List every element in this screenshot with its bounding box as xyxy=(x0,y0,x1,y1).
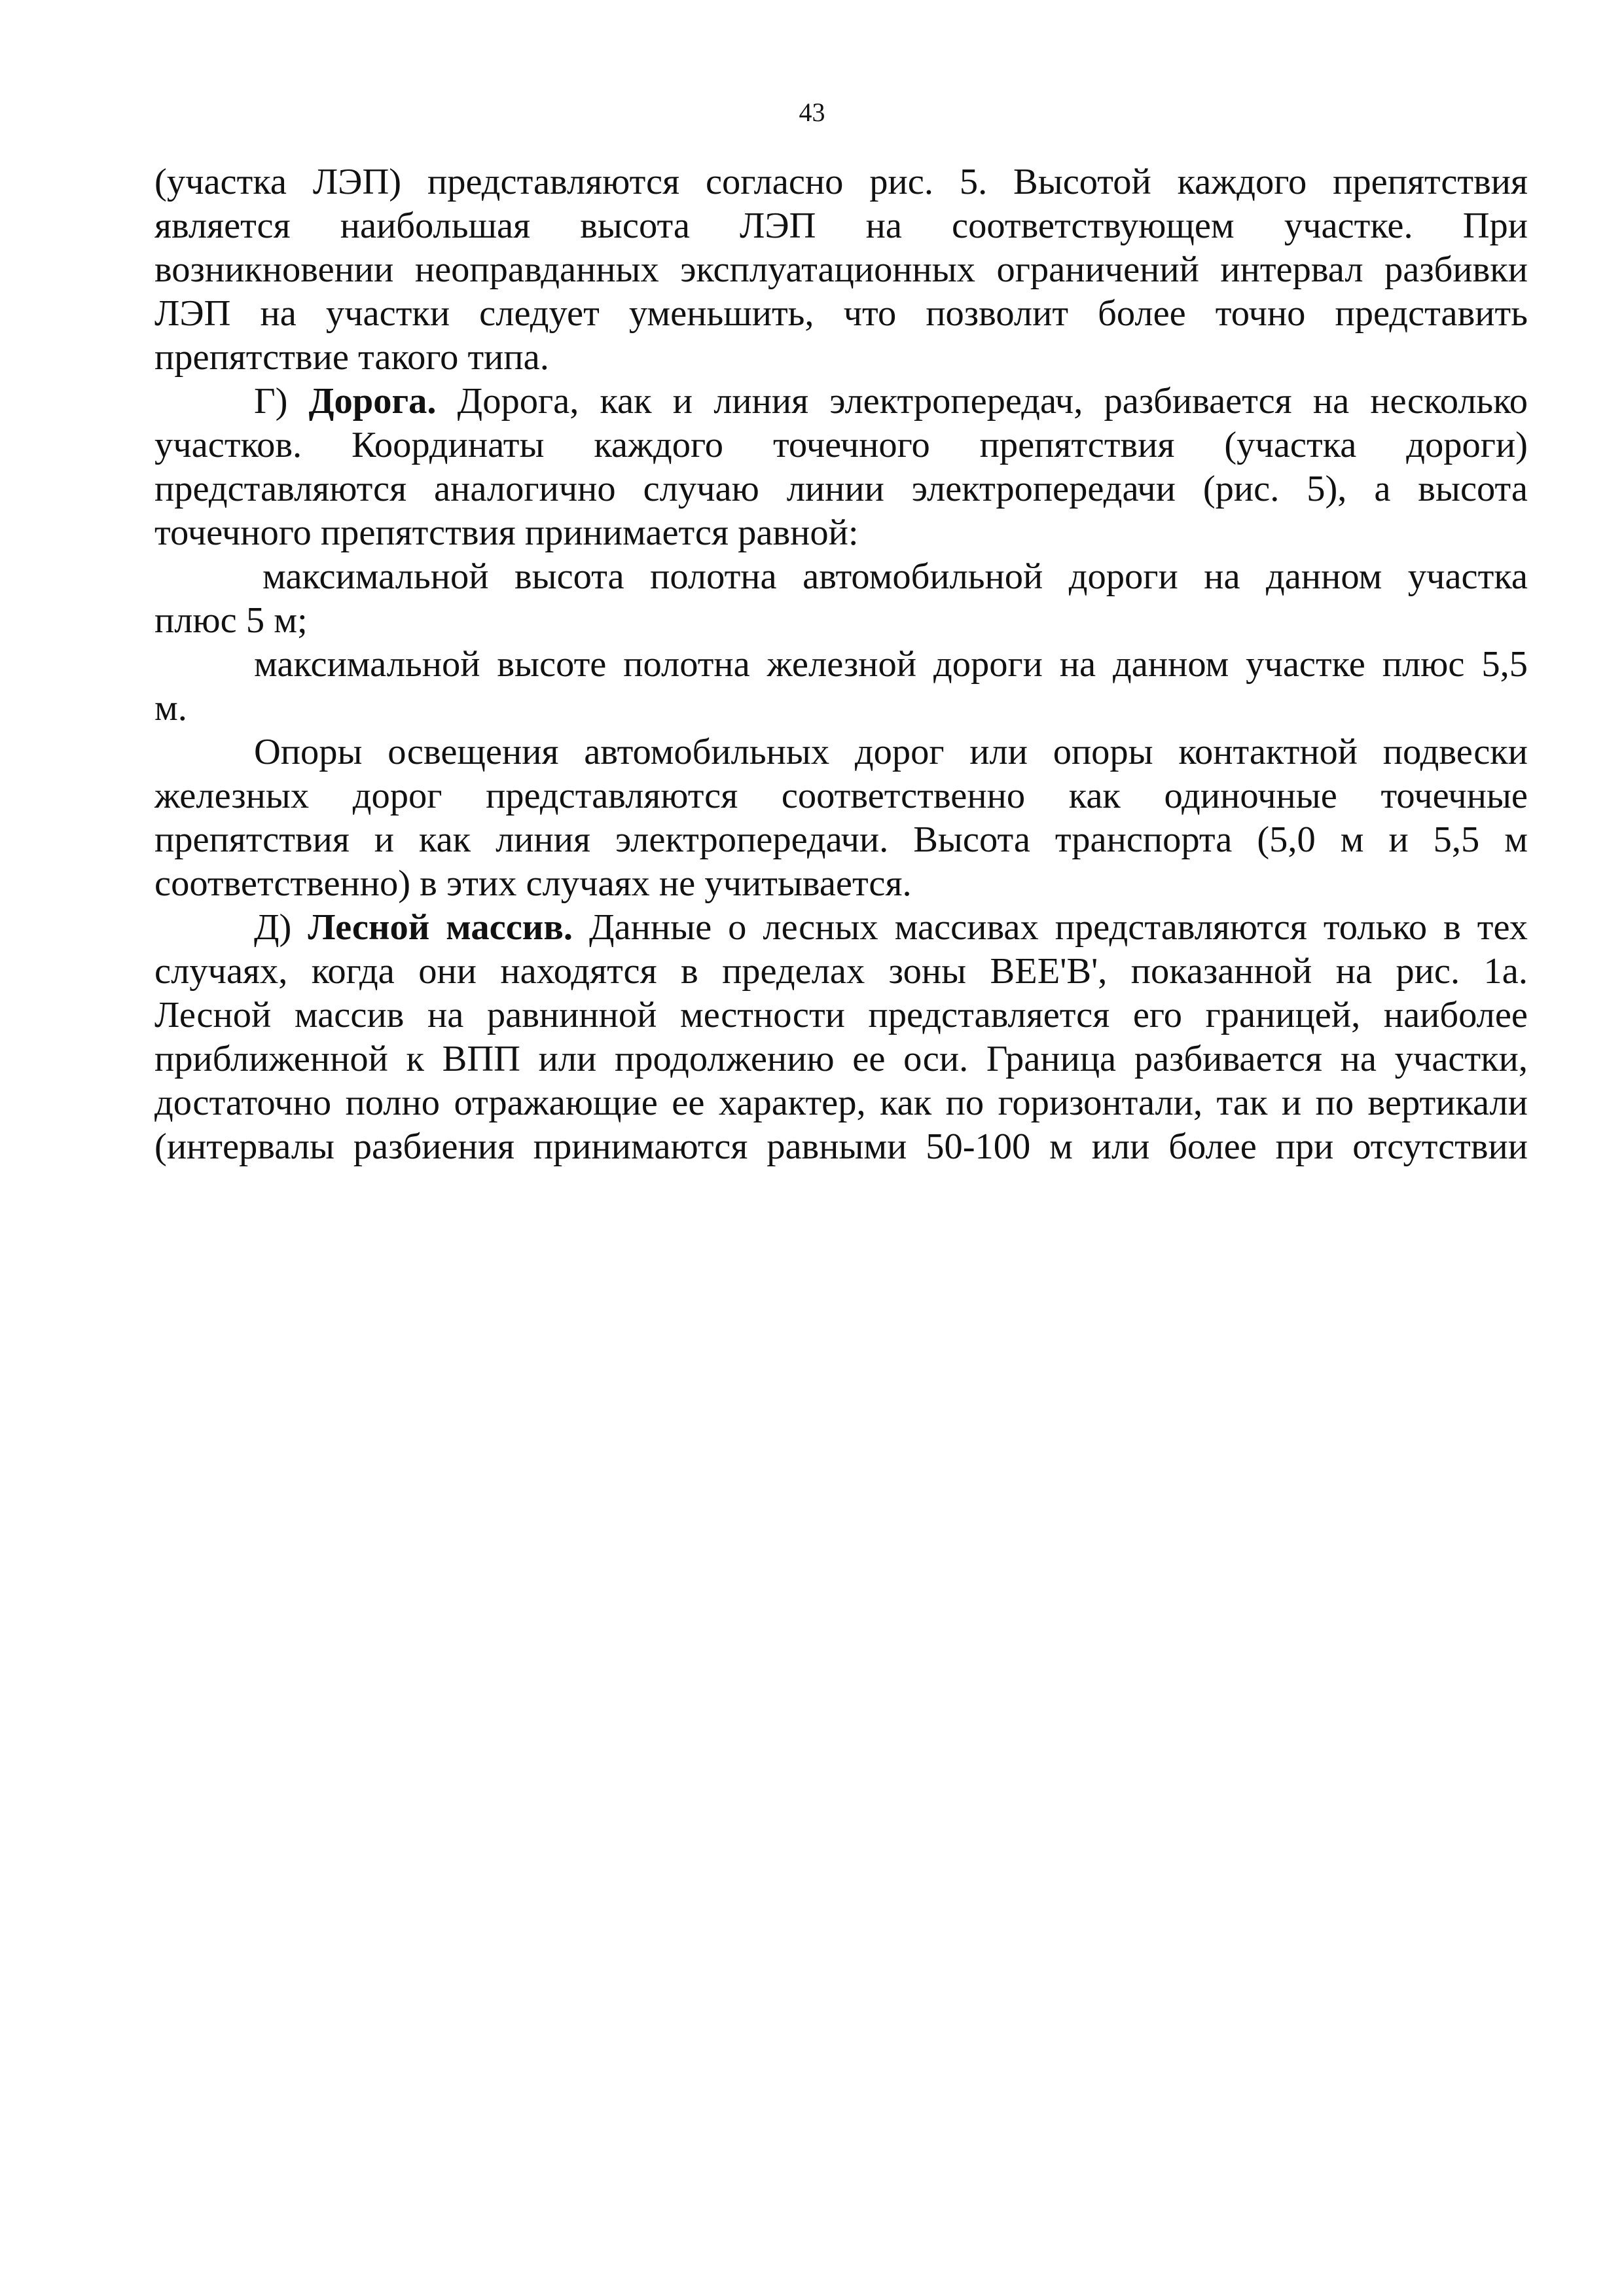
page-number: 43 xyxy=(799,98,825,127)
paragraph-motor-road-height xyxy=(154,555,1528,643)
text-line: случаях, когда они находятся в пределах зоны ВЕЕ'В', показанной на рис. 1а. xyxy=(154,951,1528,992)
text-line: м. xyxy=(154,688,187,728)
text-line: приближенной к ВПП или продолжению ее оси. Граница разбивается на участки, xyxy=(154,1039,1528,1079)
text-line: Лесной массив на равнинной местности представляется его границей, наиболее xyxy=(154,995,1528,1035)
item-label: Г) xyxy=(254,381,288,422)
text-run: максимальной высота полотна автомобильной дороги на данном участка xyxy=(262,556,1528,597)
item-label: Д) xyxy=(254,907,292,948)
text-line xyxy=(154,730,1528,774)
text-line: препятствие такого типа. xyxy=(154,337,549,378)
text-line: является наибольшая высота ЛЭП на соответствующем участке. При xyxy=(154,206,1528,246)
text-line xyxy=(154,555,1528,599)
text-run: Опоры освещения автомобильных дорог или опоры контактной подвески xyxy=(254,732,1528,772)
text-line: (участка ЛЭП) представляются согласно рис. 5. Высотой каждого препятствия xyxy=(154,162,1528,202)
text-line xyxy=(154,643,1528,687)
section-heading-forest: Лесной массив. xyxy=(308,907,573,948)
text-line: (интервалы разбиения принимаются равными 50-100 м или более при отсутствии xyxy=(154,1126,1528,1167)
section-heading-road: Дорога. xyxy=(308,381,437,422)
document-body xyxy=(154,160,1528,1169)
paragraph-forest xyxy=(154,906,1528,1169)
text-line: достаточно полно отражающие ее характер, как по горизонтали, так и по вертикали xyxy=(154,1083,1528,1123)
text-line xyxy=(154,906,1528,950)
text-line: возникновении неоправданных эксплуатационных ограничений интервал разбивки xyxy=(154,249,1528,290)
paragraph-railway-height xyxy=(154,643,1528,730)
paragraph-lighting-supports xyxy=(154,730,1528,906)
text-line: представляются аналогично случаю линии электропередачи (рис. 5), а высота xyxy=(154,469,1528,509)
text-line xyxy=(154,380,1528,423)
text-run: максимальной высоте полотна железной дороги на данном участке плюс 5,5 xyxy=(254,644,1528,685)
text-line: плюс 5 м; xyxy=(154,600,308,641)
text-line: ЛЭП на участки следует уменьшить, что позволит более точно представить xyxy=(154,293,1528,334)
text-run: Дорога, как и линия электропередач, разбивается на несколько xyxy=(457,381,1528,422)
text-line: соответственно) в этих случаях не учитывается. xyxy=(154,863,912,904)
text-line: точечного препятствия принимается равной: xyxy=(154,512,859,553)
text-line: участков. Координаты каждого точечного препятствия (участка дороги) xyxy=(154,425,1528,465)
paragraph-power-line-continuation xyxy=(154,160,1528,380)
paragraph-road xyxy=(154,380,1528,555)
text-line: препятствия и как линия электропередачи. Высота транспорта (5,0 м и 5,5 м xyxy=(154,819,1528,860)
text-run: Данные о лесных массивах представляются только в тех xyxy=(589,907,1528,948)
text-line: железных дорог представляются соответственно как одиночные точечные xyxy=(154,776,1528,816)
